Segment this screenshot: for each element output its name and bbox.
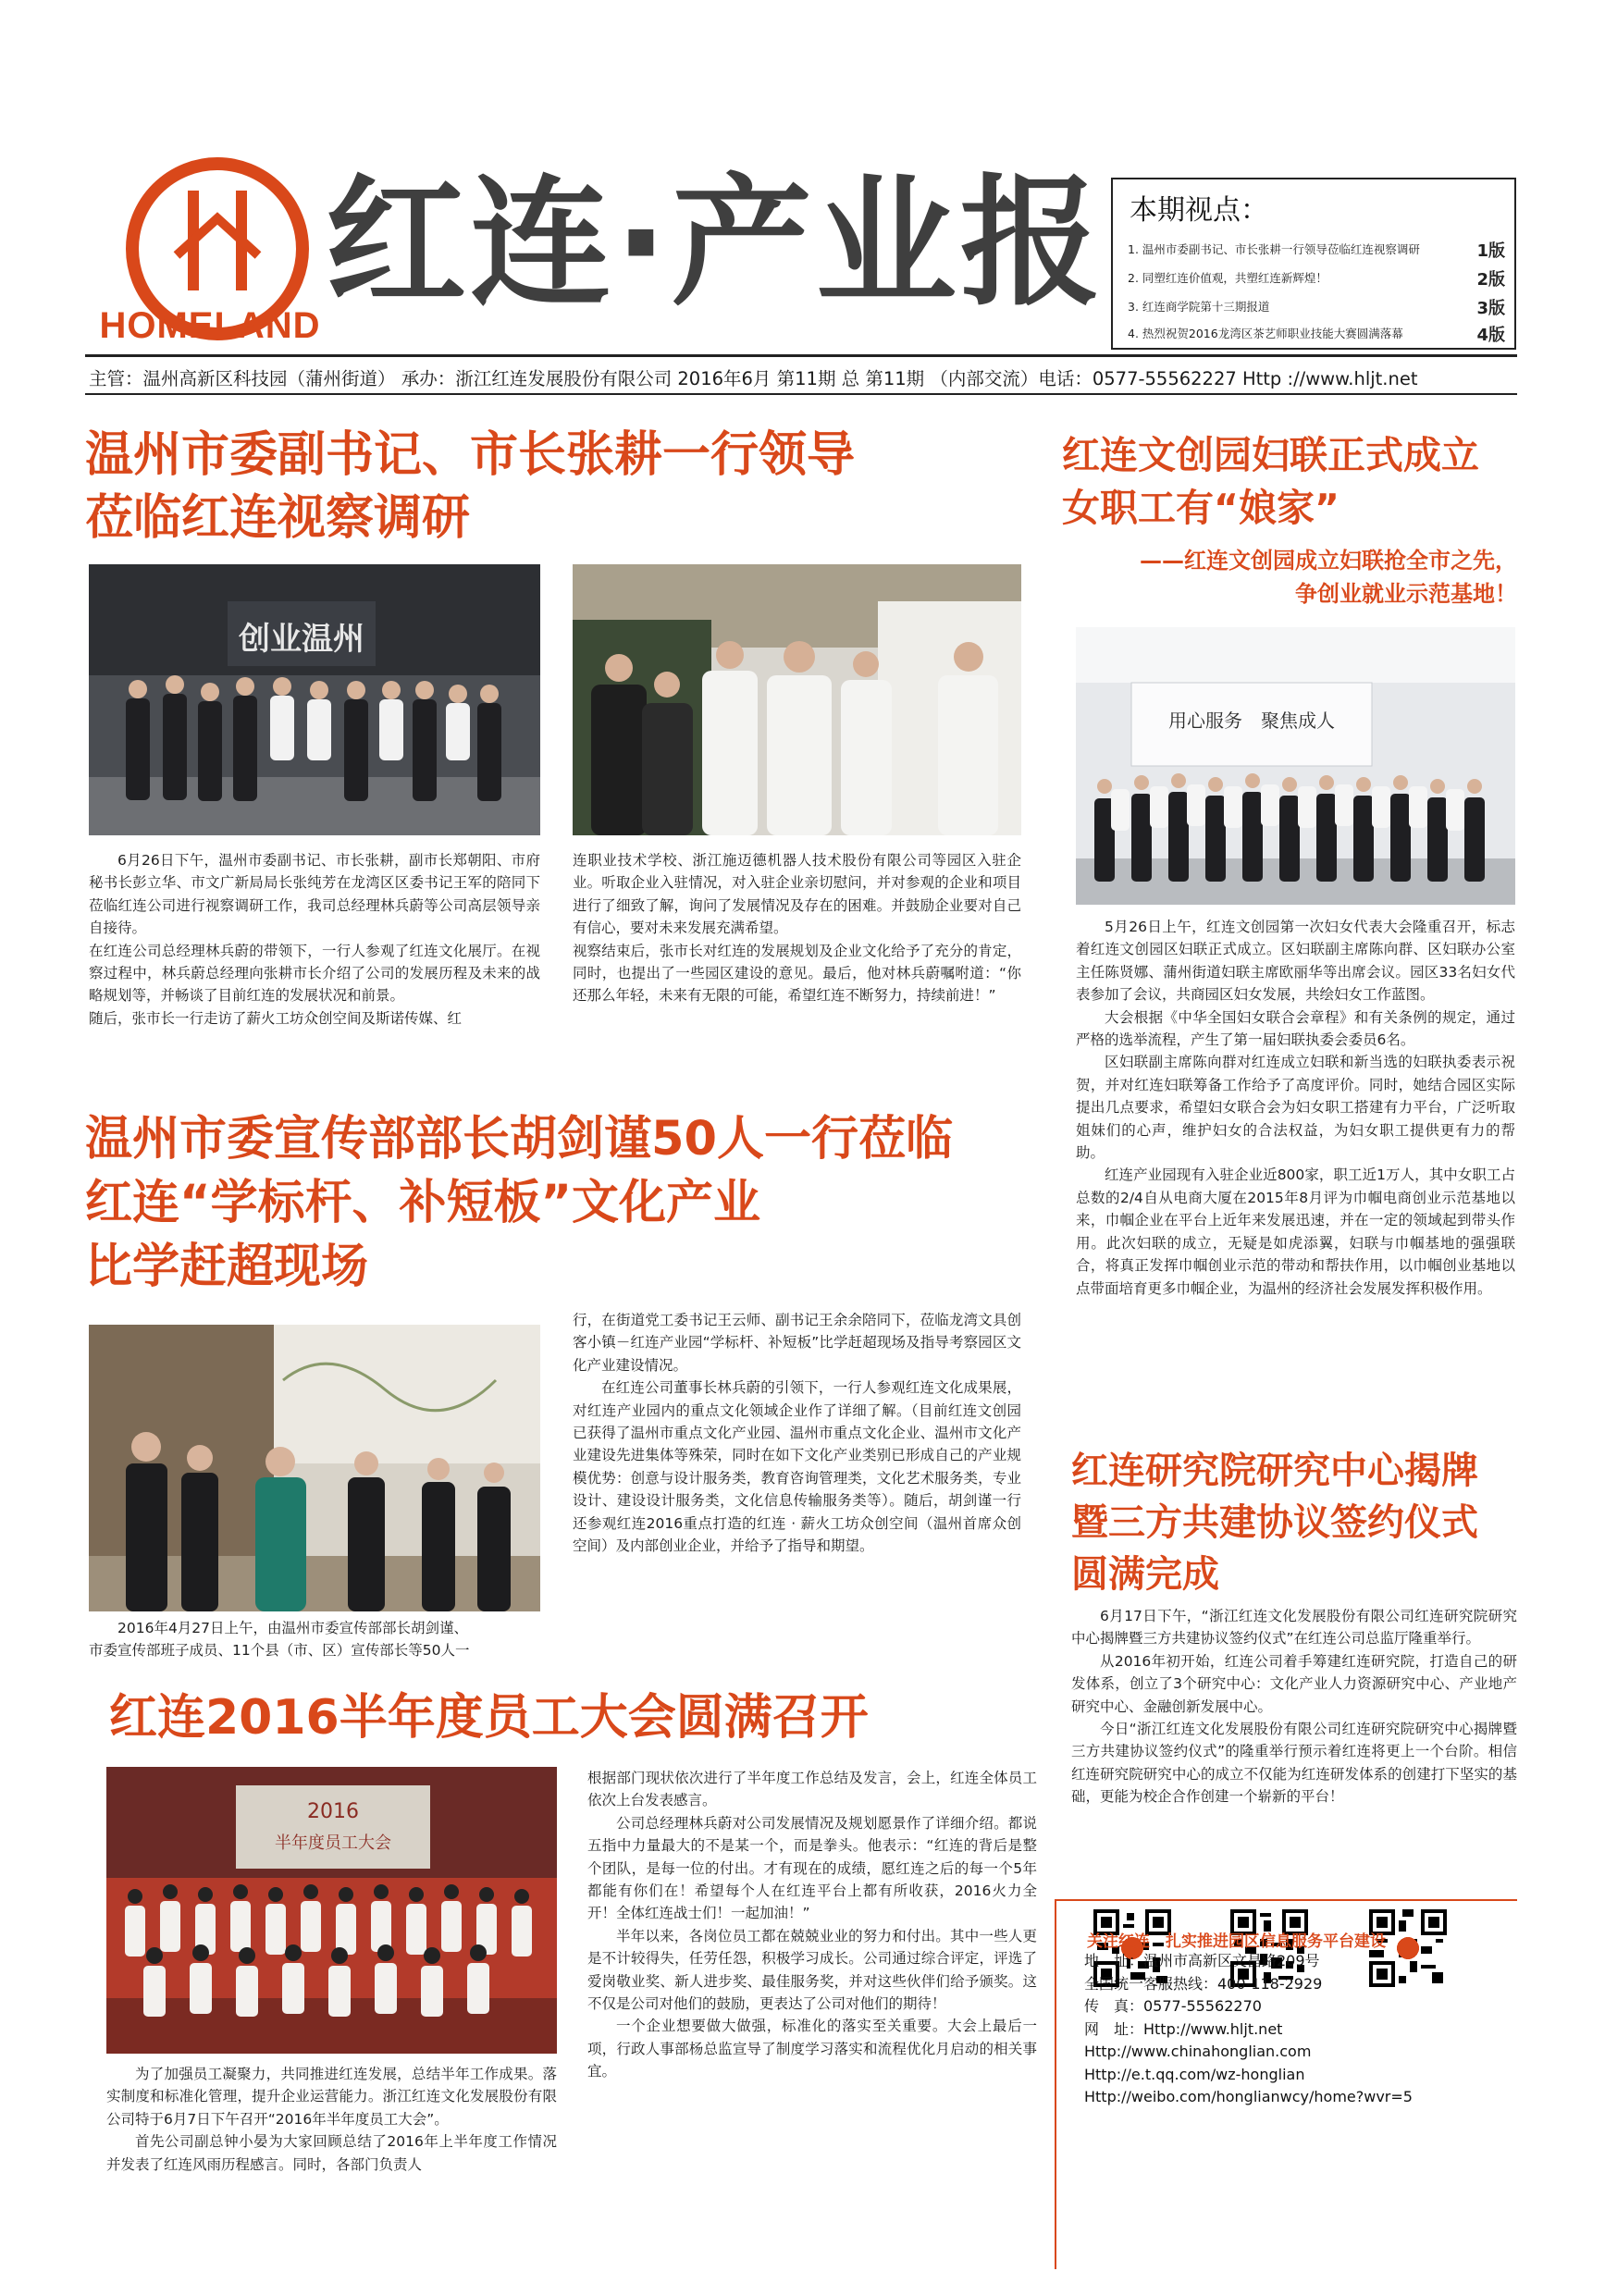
svg-text:半年度员工大会: 半年度员工大会 xyxy=(275,1833,391,1853)
article1-body-col1: 6月26日下午，温州市委副书记、市长张耕，副市长郑朝阳、市府秘书长彭立华、市文广新局局长张纯芳在龙湾区区委书记王军的陪同下莅临红连公司进行视察调研工作，我司总经理林兵蔚等公司高层领导亲自接待。 在红连公司总经理林兵蔚的带领下，一行人参观了红连文化展厅。在视察过程中，林兵蔚总经理向张耕市长介绍了公司的发展历程及未来的战略规划等，并畅谈了目前红连的发展状况和前景。 随后，张市长一行走访了薪火工坊众创空间及斯诺传媒、红 xyxy=(89,852,540,1027)
article1-photo-1 xyxy=(89,564,540,835)
highlights-title: 本期视点： xyxy=(1130,194,1268,227)
article2-subheadline: ——红连文创园成立妇联抢全市之先， 争创业就业示范基地！ xyxy=(1140,548,1517,607)
contact-link[interactable]: Http://e.t.qq.com/wz-honglian xyxy=(1084,2065,1305,2083)
article3-photo-caption: 2016年4月27日上午，由温州市委宣传部部长胡剑谨、 市委宣传部班子成员、11个县（市、区）宣传部长等50人一 xyxy=(89,1620,470,1660)
article5-body-col2: 根据部门现状依次进行了半年度工作总结及发言，会上，红连全体员工依次上台发表感言。 公司总经理林兵蔚对公司发展情况及规划愿景作了详细介绍。都说五指中力量最大的不是某一个，而是拳头。他表示：“红连的背后是整个团队，是每一位的付出。才有现在的成绩，愿红连之后的每一个5年都能有你们在！希望每个人在红连平台上都有所收获，2016火力全开！全体红连战士们！一起加油！” 半年以来，各岗位员工都在兢兢业业的努力和付出。其中一些人更是不计较得失，任劳任怨，积极学习成长。公司通过综合评定，评选了爱岗敬业奖、新人进步奖、最佳服务奖，并对这些伙伴们给予颁奖。这不仅是公司对他们的鼓励，更表达了公司对他们的期待！ 一个企业想要做大做强，标准化的落实至关重要。大会上最后一项，行政人事部杨总监宣导了制度学习落实和流程优化月启动的相关事宜。 xyxy=(587,1770,1037,2080)
footer-left-rule xyxy=(1055,1899,1056,2269)
article5-body-col1: 为了加强员工凝聚力，共同推进红连发展，总结半年工作成果。落实制度和标准化管理，提升企业运营能力。浙江红连文化发展股份有限公司特于6月7日下午召开“2016年半年度员工大会”。 首先公司副总钟小晏为大家回顾总结了2016年上半年度工作情况并发表了红连风雨历程感言。同时，各部门负责人 xyxy=(106,2066,557,2173)
highlight-item: 4. 热烈祝贺2016龙湾区茶艺师职业技能大赛圆满落幕 4版 xyxy=(1128,326,1505,345)
article3-photo xyxy=(89,1325,540,1611)
masthead-divider xyxy=(85,354,1517,357)
highlight-item: 1. 温州市委副书记、市长张耕一行领导莅临红连视察调研 1版 xyxy=(1128,241,1505,261)
contact-info xyxy=(1084,1950,1413,2109)
article3-body: 行，在街道党工委书记王云师、副书记王余余陪同下，莅临龙湾文具创客小镇－红连产业园“学标杆、补短板”比学赶超现场及指导考察园区文化产业建设情况。 在红连公司董事长林兵蔚的引领下，一行人参观红连文化成果展，对红连产业园内的重点文化领域企业作了详细了解。（目前红连文创园已获得了温州市重点文化产业园、温州市重点文化企业、温州市文化产业建设先进集体等殊荣，同时在如下文化产业类别已形成自己的产业规模优势：创意与设计服务类，教育咨询管理类，文化艺术服务类，专业设计、建设设计服务类，文化信息传输服务类等）。随后，胡剑谨一行还参观红连2016重点打造的红连 · 薪火工坊众创空间（温州首席众创空间）及内部创业企业，并给予了指导和期望。 xyxy=(573,1312,1021,1555)
follow-honglian-label: 关注红连 扎实推进园区信息服务平台建设 xyxy=(1087,1932,1386,1951)
newspaper-title: 红连·产业报 xyxy=(326,161,1105,325)
contact-link[interactable]: Http://weibo.com/honglianwcy/home?wvr=5 xyxy=(1084,2088,1413,2105)
highlight-item: 3. 红连商学院第十三期报道 3版 xyxy=(1128,299,1505,318)
article5-headline: 红连2016半年度员工大会圆满召开 xyxy=(109,1690,869,1746)
article3-headline: 温州市委宣传部部长胡剑谨50人一行莅临 红连“学标杆、补短板”文化产业 比学赶超现场 xyxy=(85,1112,953,1294)
contact-address: 地 址：温州市高新区文昌路209号 xyxy=(1084,1952,1320,1969)
highlight-item: 2. 同塑红连价值观，共塑红连新辉煌！ 2版 xyxy=(1128,270,1505,290)
article1-headline: 温州市委副书记、市长张耕一行领导 莅临红连视察调研 xyxy=(85,427,856,546)
logo-wordmark: HOMELAND xyxy=(99,305,321,346)
article2-body: 5月26日上午，红连文创园第一次妇女代表大会隆重召开，标志着红连文创园区妇联正式成立。区妇联副主席陈向群、区妇联办公室主任陈贤娜、蒲州街道妇联主席欧丽华等出席会议。园区33名妇女代表参加了会议，共商园区妇女发展，共绘妇女工作蓝图。 大会根据《中华全国妇女联合会章程》和有关条例的规定，通过严格的选举流程，产生了第一届妇联执委会委员6名。 区妇联副主席陈向群对红连成立妇联和新当选的妇联执委表示祝贺，并对红连妇联筹备工作给予了高度评价。同时，她结合园区实际提出几点要求，希望妇女联合会为妇女职工搭建有力平台，广泛听取姐妹们的心声，维护妇女的合法权益，为妇女职工提供更有力的帮助。 红连产业园现有入驻企业近800家，职工近1万人，其中女职工占总数的2/4自从电商大厦在2015年8月评为巾帼电商创业示范基地以来，巾帼企业在平台上近年来发展迅速，并在一定的领域起到带头作用。此次妇联的成立，无疑是如虎添翼，妇联与巾帼基地的强强联合，将真正发挥巾帼创业示范的带动和帮扶作用，以巾帼创业基地以点带面培育更多巾帼企业，为温州的经济社会发展发挥积极作用。 xyxy=(1076,919,1515,1297)
article2-headline: 红连文创园妇联正式成立 女职工有“娘家” xyxy=(1062,433,1479,530)
masthead-divider xyxy=(85,393,1517,395)
article4-headline: 红连研究院研究中心揭牌 暨三方共建协议签约仪式 圆满完成 xyxy=(1071,1450,1478,1596)
article2-photo xyxy=(1076,627,1515,905)
issue-meta-line: 主管：温州高新区科技园（蒲州街道） 承办：浙江红连发展股份有限公司 2016年6月 第11期 总 第11期 （内部交流）电话：0577-55562227 Http ://www.hljt.net xyxy=(89,368,1418,389)
contact-hotline: 全国统一客服热线：400-118-2929 xyxy=(1084,1974,1323,1993)
article1-body-col2: 连职业技术学校、浙江施迈德机器人技术股份有限公司等园区入驻企业。听取企业入驻情况，对入驻企业亲切慰问，并对参观的企业和项目进行了细致了解，询问了发展情况及存在的困难。并鼓励企业要对自己有信心，要对未来发展充满希望。 视察结束后，张市长对红连的发展规划及企业文化给予了充分的肯定，同时，也提出了一些园区建设的意见。最后，他对林兵蔚嘱咐道：“你还那么年轻，未来有无限的可能，希望红连不断努力，持续前进！” xyxy=(573,852,1021,1005)
svg-text:用心服务 聚焦成人: 用心服务 聚焦成人 xyxy=(1168,710,1335,732)
contact-fax: 传 真：0577-55562270 xyxy=(1084,1997,1262,2015)
footer-top-rule xyxy=(1055,1899,1517,1901)
issue-highlights-box xyxy=(1111,178,1516,350)
contact-website[interactable]: 网 址：Http://www.hljt.net xyxy=(1084,2019,1283,2038)
svg-text:创业温州: 创业温州 xyxy=(239,621,364,658)
svg-text:2016: 2016 xyxy=(307,1800,359,1823)
article5-photo xyxy=(106,1767,557,2054)
article4-body: 6月17日下午，“浙江红连文化发展股份有限公司红连研究院研究中心揭牌暨三方共建协议签约仪式”在红连公司总监厅隆重举行。 从2016年初开始，红连公司着手筹建红连研究院，打造自己的研发体系，创立了3个研究中心：文化产业人力资源研究中心、产业地产研究中心、金融创新发展中心。 今日“浙江红连文化发展股份有限公司红连研究院研究中心揭牌暨三方共建协议签约仪式”的隆重举行预示着红连将更上一个台阶。相信红连研究院研究中心的成立不仅能为红连研发体系的创建打下坚实的基础，更能为校企合作创建一个崭新的平台！ xyxy=(1071,1608,1517,1806)
article1-photo-2 xyxy=(573,564,1021,835)
contact-link[interactable]: Http://www.chinahonglian.com xyxy=(1084,2043,1312,2060)
